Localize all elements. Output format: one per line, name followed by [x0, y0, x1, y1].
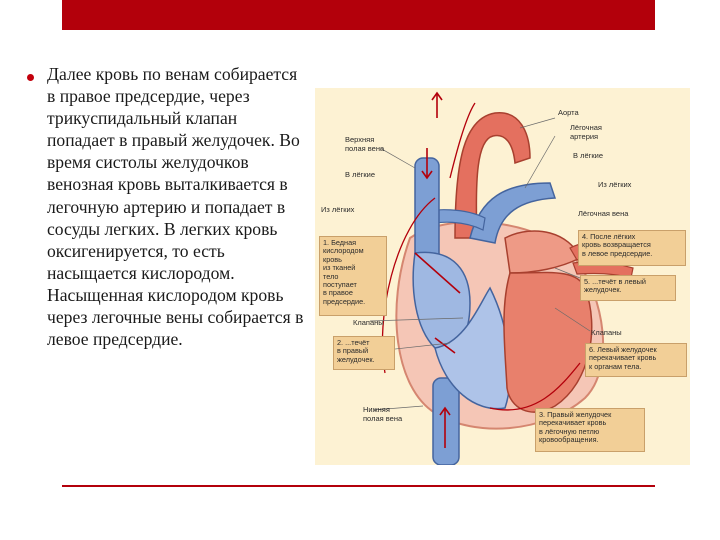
title-bar [62, 0, 655, 30]
step-5-box: 5. ...течёт в левый желудочек. [580, 275, 676, 301]
step-4-box: 4. После лёгких кровь возвращается в левое предсердие. [578, 230, 686, 266]
label-superior-vena-cava: Верхняя полая вена [345, 135, 385, 153]
bullet-dot [27, 74, 34, 81]
label-from-lungs-left: Из лёгких [321, 205, 355, 214]
heart-diagram [315, 88, 690, 465]
label-pulmonary-artery: Лёгочная артерия [570, 123, 602, 141]
label-inferior-vena-cava: Нижняя полая вена [363, 405, 403, 423]
step-6-box: 6. Левый желудочек перекачивает кровь к органам тела. [585, 343, 687, 377]
label-to-lungs-left: В лёгкие [345, 170, 376, 179]
label-valves-right: Клапаны [591, 328, 622, 337]
step-1-box: 1. Бедная кислородом кровь из тканей тело поступает в правое предсердие. [319, 236, 387, 316]
step-3-box: 3. Правый желудочек перекачивает кровь в лёгочную петлю кровообращения. [535, 408, 645, 452]
inferior-vena-cava-shape [433, 378, 459, 465]
label-from-lungs-right: Из лёгких [598, 180, 632, 189]
step-2-box: 2. ...течёт в правый желудочек. [333, 336, 395, 370]
label-pulmonary-vein: Лёгочная вена [578, 209, 629, 218]
label-aorta: Аорта [558, 108, 579, 117]
label-valves-left: Клапаны [353, 318, 384, 327]
label-to-lungs-right: В лёгкие [573, 151, 604, 160]
slide-body-text: Далее кровь по венам собирается в правое предсердие, через трикуспидальный клапан попадает в правый желудочек. Во время систолы желудочков венозная кровь выталкивается в легочную артерию и попадает в сосуды легких. В легких кровь оксигенируется, то есть насыщается кислородом. Насыщенная кислородом кровь через легочные вены собирается в левое предсердие. [47, 64, 304, 350]
bottom-divider [62, 485, 655, 487]
